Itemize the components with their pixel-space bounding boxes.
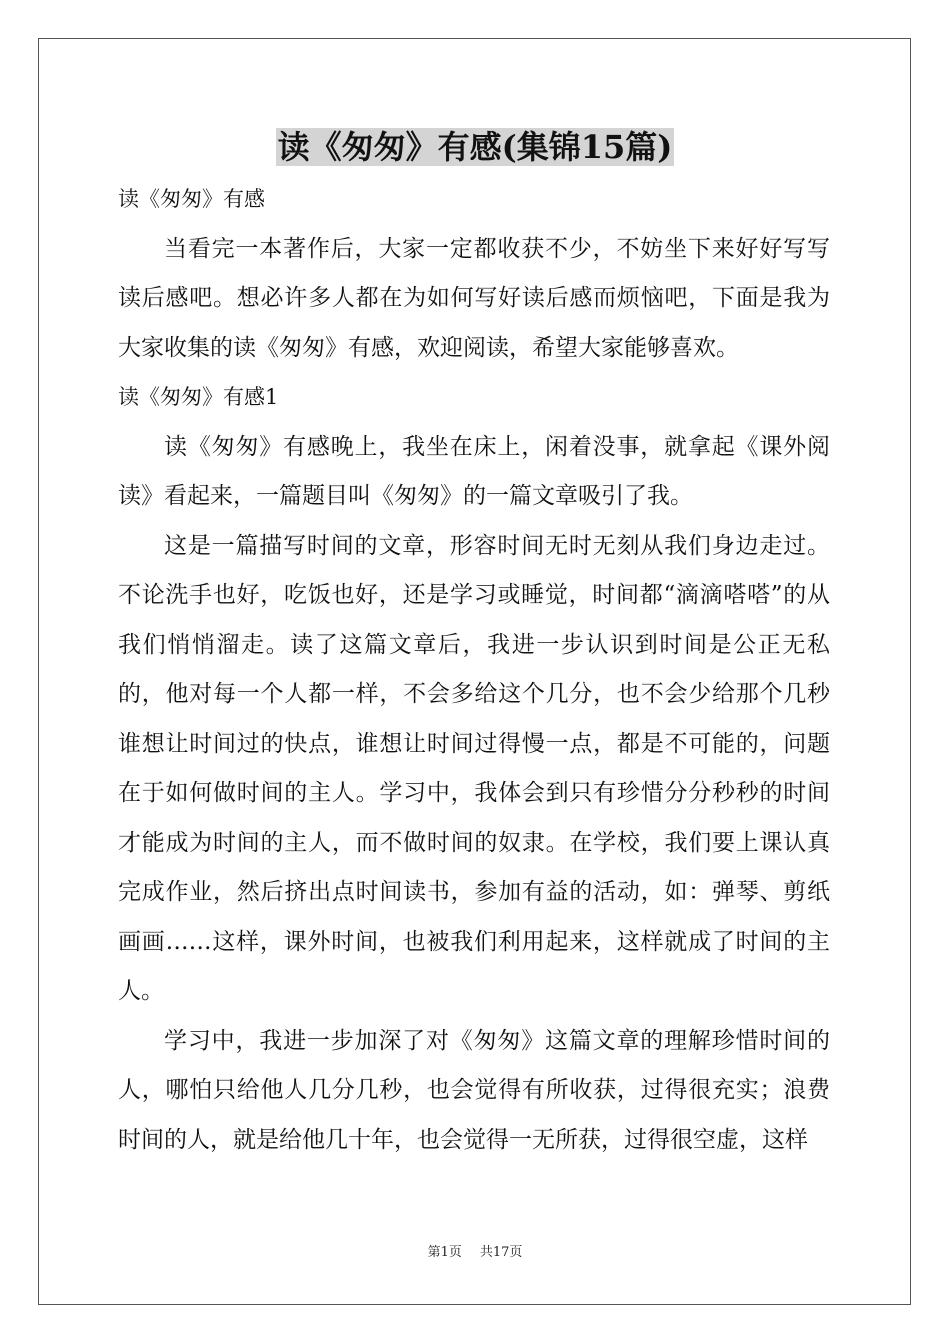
intro-paragraph: 当看完一本著作后，大家一定都收获不少，不妨坐下来好好写写读后感吧。想必许多人都在为如何写好读后感而烦恼吧，下面是我为大家收集的读《匆匆》有感，欢迎阅读，希望大家能够喜欢。 (118, 235, 830, 361)
document-body (118, 175, 830, 1165)
page-total: 共17页 (479, 1245, 523, 1260)
section-heading-1: 读《匆匆》有感1 (118, 385, 279, 409)
body-paragraph: 读《匆匆》有感晚上，我坐在床上，闲着没事，就拿起《课外阅读》看起来，一篇题目叫《匆匆》的一篇文章吸引了我。 (118, 433, 830, 509)
document-title (0, 126, 950, 168)
page-footer (0, 1244, 950, 1262)
body-paragraph: 这是一篇描写时间的文章，形容时间无时无刻从我们身边走过。不论洗手也好，吃饭也好，还是学习或睡觉，时间都“滴滴嗒嗒”的从我们悄悄溜走。读了这篇文章后，我进一步认识到时间是公正无私的，他对每一个人都一样，不会多给这个几分，也不会少给那个几秒谁想让时间过的快点，谁想让时间过得慢一点，都是不可能的，问题在于如何做时间的主人。学习中，我体会到只有珍惜分分秒秒的时间才能成为时间的主人，而不做时间的奴隶。在学校，我们要上课认真完成作业，然后挤出点时间读书，参加有益的活动，如：弹琴、剪纸画画……这样，课外时间，也被我们利用起来，这样就成了时间的主人。 (118, 532, 830, 1004)
page-number: 第1页 (427, 1245, 462, 1260)
document-title-text: 读《匆匆》有感(集锦15篇) (277, 128, 673, 166)
body-paragraph: 学习中，我进一步加深了对《匆匆》这篇文章的理解珍惜时间的人，哪怕只给他人几分几秒，也会觉得有所收获，过得很充实；浪费时间的人，就是给他几十年，也会觉得一无所获，过得很空虚，这样 (118, 1027, 830, 1153)
section-heading-intro: 读《匆匆》有感 (118, 187, 265, 211)
